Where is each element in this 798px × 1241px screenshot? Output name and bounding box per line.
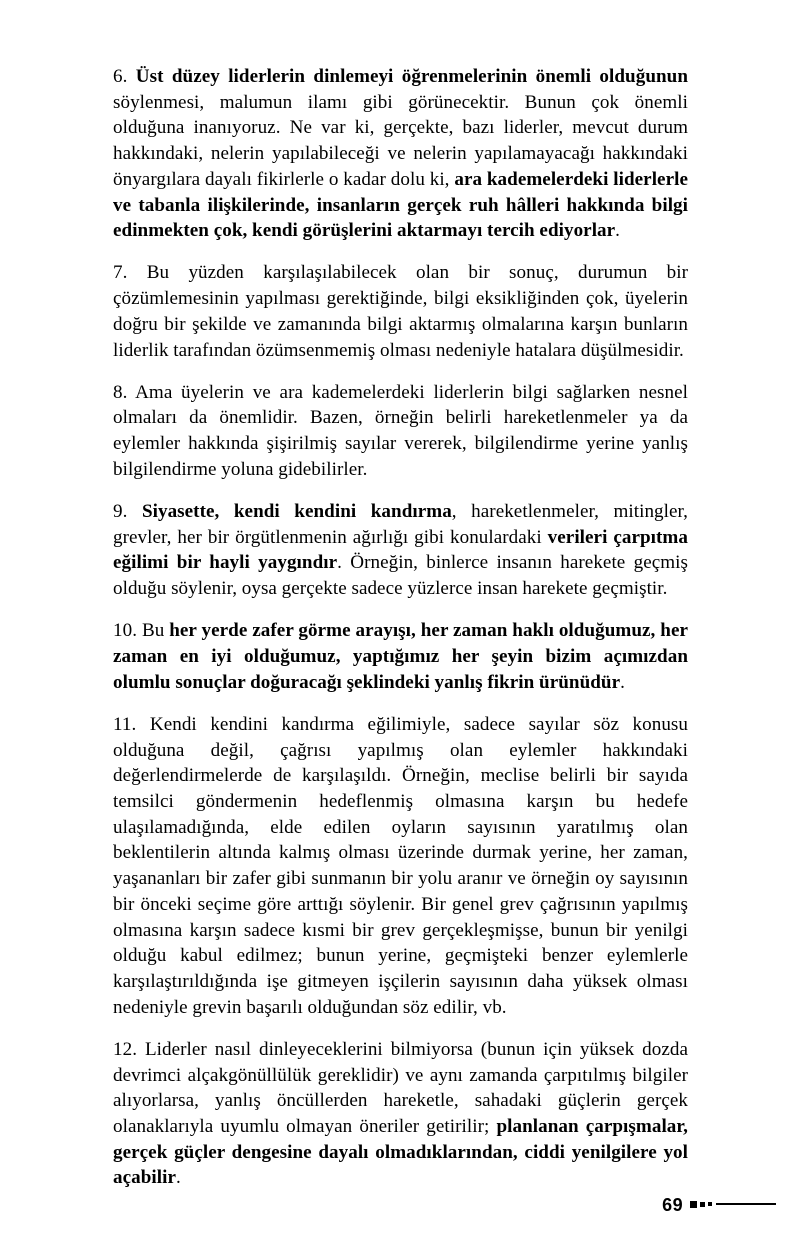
paragraph [113,260,688,363]
text-run: söylenmesi, malumun ilamı gibi görünecektir. Bunun çok önemli olduğuna inanıyoruz. Ne var ki, gerçekte, bazı liderler, mevcut durum hakkındaki, nelerin yapılabileceği ve nelerin yapılamayacağı hakkındaki önyargılara dayalı fikirlerle o kadar dolu ki, [113,91,688,190]
paragraph-number: 9. [113,501,128,523]
paragraph-list [113,64,688,1191]
text-run: Bu yüzden karşılaşılabilecek olan bir sonuç, durumun bir çözümlemesinin yapılması gerektiğinde, bilgi eksikliğinden çok, üyelerin doğru bir şekilde ve zamanında bilgi aktarmış olmalarına karşın bunların liderlik tarafından özümsenmemiş olması nedeniyle hatalara düşülmesidir. [113,262,688,361]
decoration-square-medium [700,1202,705,1207]
page-body [113,64,688,1191]
text-run-bold: ara kademelerdeki liderlerle ve tabanla ilişkilerinde, insanların gerçek ruh hâlleri hakkında bilgi edinmekten çok, kendi görüşlerini aktarmayı tercih ediyorlar [113,168,688,242]
text-run: . Örneğin, binlerce insanın harekete geçmiş olduğu söylenir, oysa gerçekte sadece yüzlerce insan harekete geçmiştir. [113,552,688,600]
page-number: 69 [662,1195,683,1215]
text-run: , hareketlenmeler, mitingler, grevler, her bir örgütlenmenin ağırlığı gibi konulardaki [113,501,688,548]
paragraph-number: 12. [113,1038,138,1060]
footer-decoration-icon [690,1201,776,1210]
text-run-bold: Üst düzey liderlerin dinlemeyi öğrenmelerinin önemli olduğunun [127,66,688,87]
text-run-bold: her yerde zafer görme arayışı, her zaman haklı olduğumuz, her zaman en iyi olduğumuz, yaptığımız her şeyin bizim açımızdan olumlu sonuçlar doğuracağı şeklindeki yanlış fikrin ürünüdür [113,620,688,693]
text-run-bold: verileri çarpıtma eğilimi bir hayli yaygındır [113,526,688,574]
text-run: Kendi kendini kandırma eğilimiyle, sadece sayılar söz konusu olduğuna değil, çağrısı yapılmış olan eylemler hakkındaki değerlendirmelerde de karşılaşıldı. Örneğin, meclise belirli bir sayıda temsilci göndermenin hedeflenmiş olmasına karşın bu hedefe ulaşılamadığında, elde edilen oyların sayısının yaratılmış olan beklentilerin altında kalmış olması üzerinde durmak yerine, her zaman, yaşananları bir zafer gibi sunmanın bir yolu aranır ve örneğin oy sayısının bir önceki seçime göre arttığı söylenir. Bir genel grev çağrısının yapılmış olmasına karşın sadece kısmi bir grev gerçekleşmişse, bunun bir yenilgi olduğu kabul edilmez; bunun yerine, geçmişteki benzer eylemlerle karşılaştırıldığında işe gitmeyen işçilerin sayısının daha yüksek olması nedeniyle grevin başarılı olduğundan söz edilir, vb. [113,713,688,1018]
text-run: . [620,671,625,693]
paragraph-number: 7. [113,262,128,284]
paragraph-number: 6. [113,66,128,87]
page-footer [0,1196,798,1226]
paragraph [113,64,688,244]
text-run: . [615,220,620,242]
paragraph-number: 10. [113,620,138,642]
text-run: Liderler nasıl dinleyeceklerini bilmiyorsa (bunun için yüksek dozda devrimci alçakgönüllülük gereklidir) ve aynı zamanda çarpıtılmış bilgiler alıyorlarsa, yanlış öncüllerden hareketle, sahadaki güçlerin gerçek olanaklarıyla uyumlu olmayan öneriler getirilir; [113,1038,688,1138]
decoration-square-small [708,1202,712,1206]
paragraph-number: 8. [113,381,128,403]
paragraph [113,1037,688,1191]
paragraph [113,499,688,602]
text-run: . [175,1167,181,1189]
footer-content [662,1196,776,1214]
paragraph [113,618,688,695]
paragraph-number: 11. [113,713,137,735]
decoration-rule [716,1203,776,1205]
text-run-bold: Siyasette, kendi kendini kandırma [127,501,452,523]
decoration-square-large [690,1201,697,1208]
text-run: Bu [137,620,170,642]
paragraph [113,712,688,1020]
paragraph [113,380,688,483]
text-run: Ama üyelerin ve ara kademelerdeki liderlerin bilgi sağlarken nesnel olmaları da önemlidir. Bazen, örneğin belirli hareketlenmeler ya da eylemler hakkında şişirilmiş sayılar vererek, bilgilendirme yerine yanlış bilgilendirme yoluna gidebilirler. [113,381,688,480]
text-run-bold: planlanan çarpışmalar, gerçek güçler dengesine dayalı olmadıklarından, ciddi yenilgilere yol açabilir [113,1116,688,1189]
